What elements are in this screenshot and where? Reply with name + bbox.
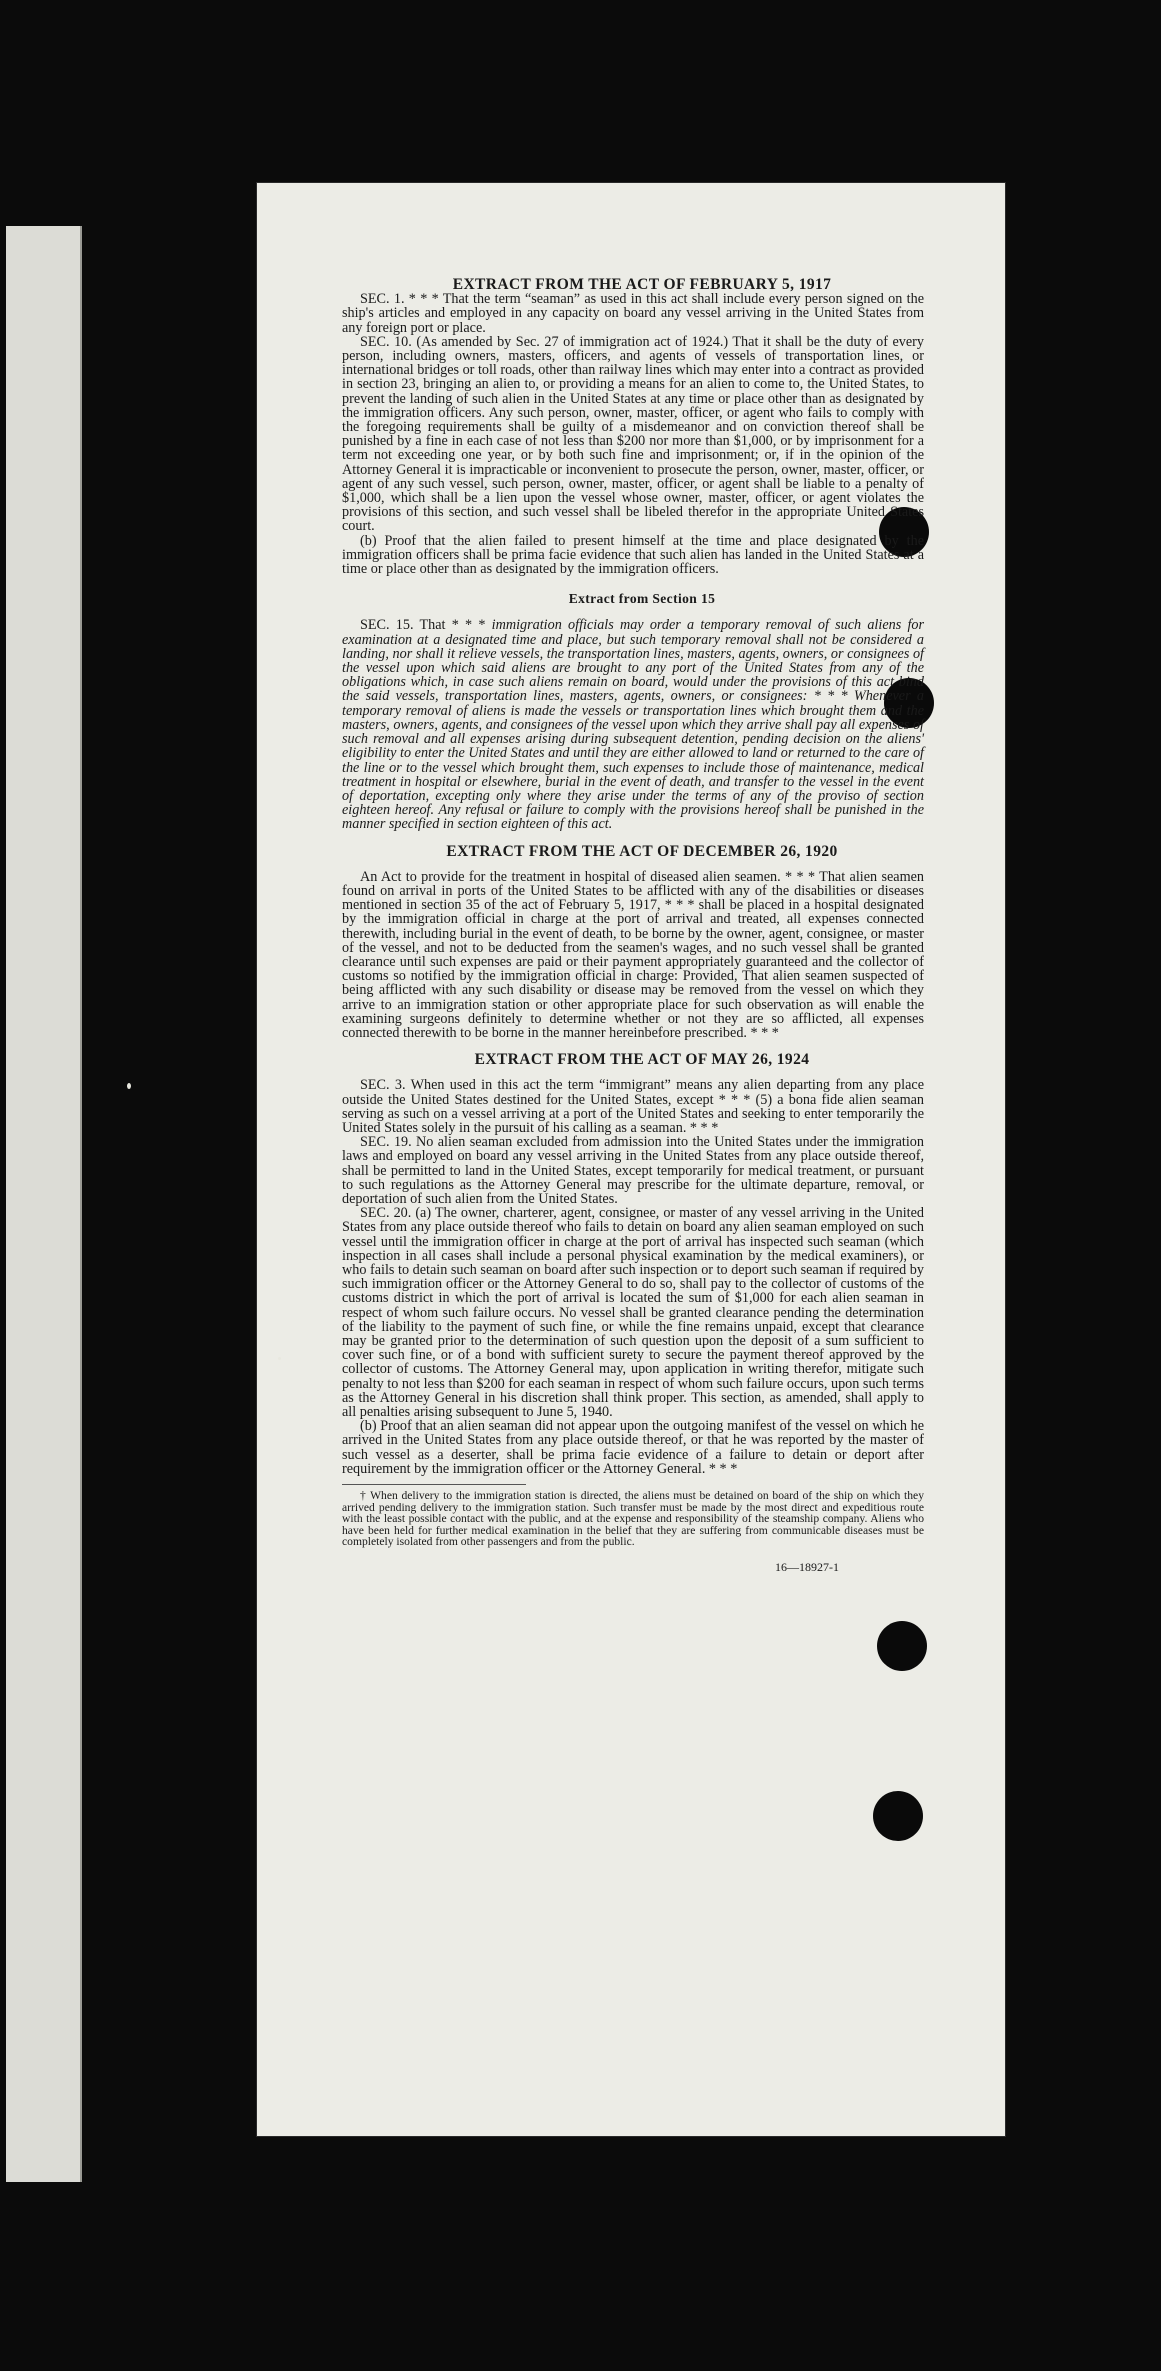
document-page bbox=[256, 182, 1006, 2137]
paragraph-italic-text: immigration officials may order a temporary removal of such aliens for examination at a designated time and place, but such temporary removal shall not be considered a landing, nor shall it relieve vessels, the transportation lines, masters, agents, owners, or consignees of the vessel upon which said aliens are brought to any port of the United States from any of the obligations which, in case such aliens remain on board, would under the provisions of this act bind the said vessels, transportation lines, masters, agents, owners, or consignees: * * * Whenever a temporary removal of aliens is made the vessels or transportation lines which brought them and the masters, owners, agents, and consignees of the vessel upon which they arrive shall pay all expenses of such removal and all expenses arising during subsequent detention, pending decision on the aliens' eligibility to enter the United States and until they are either allowed to land or returned to the care of the line or to the vessel which brought them, such expenses to include those of maintenance, medical treatment in hospital or elsewhere, burial in the event of death, and transfer to the vessel in the event of deportation, excepting only where they arise under the terms of any of the proviso of section eighteen hereof. Any refusal or failure to comply with the provisions hereof shall be punished in the manner specified in section eighteen of this act. bbox=[342, 617, 925, 833]
punch-hole bbox=[873, 1791, 923, 1841]
punch-hole bbox=[877, 1621, 927, 1671]
paragraph: SEC. 10. (As amended by Sec. 27 of immigration act of 1924.) That it shall be the duty of every person, including owners, masters, officers, and agents of vessels of transportation lines, or international bridges or toll roads, other than railway lines which may enter into a contract as provided in section 23, bringing an alien to, or providing a means for an alien to come to, the United States, to prevent the landing of such alien in the United States at any time or place other than as designated by the immigration officers. Any such person, owner, master, officer, or agent who fails to comply with the foregoing requirements shall be guilty of a misdemeanor and on conviction thereof shall be punished by a fine in each case of not less than $200 nor more than $1,000, or by imprisonment for a term not exceeding one year, or by both such fine and imprisonment; or, if in the opinion of the Attorney General it is impracticable or inconvenient to prosecute the person, owner, master, officer, or agent of any such vessel, such person, owner, master, officer, or agent shall be liable to a penalty of $1,000, which shall be a lien upon the vessel whose owner, master, officer, or agent violates the provisions of this section, and such vessel shall be libeled therefor in the appropriate United States court. bbox=[342, 333, 924, 535]
paragraph: (b) Proof that an alien seaman did not appear upon the outgoing manifest of the vessel on which he arrived in the United States from any place outside thereof, or that he was reported by the master of such vessel as a deserter, shall be prima facie evidence of a failure to detain or deport after requirement by the immigration officer or the Attorney General. * * * bbox=[342, 1418, 924, 1477]
footnote: † When delivery to the immigration station is directed, the aliens must be detained on board of the ship on which they arrived pending delivery to the immigration station. Such transfer must be made by the most direct and expeditious route with the least possible contact with the public, and at the expense and responsibility of the steamship company. Aliens who have been held for further medical examination in the belief that they are suffering from communicable diseases must be completely isolated from other passengers and from the public. bbox=[342, 1489, 924, 1549]
extract-1920 bbox=[342, 842, 924, 1041]
section-heading: EXTRACT FROM THE ACT OF FEBRUARY 5, 1917 bbox=[452, 276, 832, 293]
document-content bbox=[342, 278, 924, 1574]
paragraph bbox=[342, 618, 924, 831]
extract-1917 bbox=[342, 278, 924, 576]
paragraph: An Act to provide for the treatment in hospital of diseased alien seamen. * * * That alien seamen found on arrival in ports of the United States to be afflicted with any of the disabilities or diseases mentioned in section 35 of the act of February 5, 1917, * * * shall be placed in a hospital designated by the immigration official in charge at the port of arrival and treated, all expenses connected therewith, including burial in the event of death, to be borne by the owner, agent, consignee, or master of the vessel, and not to be deducted from the seamen's wages, and no such vessel shall be granted clearance until such expenses are paid or their payment appropriately guaranteed and the collector of customs so notified by the immigration official in charge: Provided, That alien seamen suspected of being afflicted with any such disability or disease may be removed from the vessel on which they arrive to an immigration station or other appropriate place for such observation as will enable the examining surgeons definitely to determine whether or not they are so afflicted, all expenses connected therewith to be borne in the manner hereinbefore prescribed. * * * bbox=[342, 868, 924, 1041]
dust-speck bbox=[278, 1357, 281, 1360]
section-heading: EXTRACT FROM THE ACT OF MAY 26, 1924 bbox=[474, 1051, 810, 1069]
paragraph: SEC. 1. * * * That the term “seaman” as used in this act shall include every person signed on the ship's articles and employed in any capacity on board any vessel arriving in the United States from any foreign port or place. bbox=[342, 291, 924, 336]
paragraph: SEC. 3. When used in this act the term “immigrant” means any alien departing from any place outside the United States destined for the United States, except * * * (5) a bona fide alien seaman serving as such on a vessel arriving at a port of the United States and seeking to enter temporarily the United States solely in the pursuit of his calling as a seaman. * * * bbox=[342, 1077, 924, 1136]
dust-speck bbox=[127, 1083, 131, 1089]
adjacent-page-strip bbox=[6, 226, 82, 2182]
paragraph: SEC. 20. (a) The owner, charterer, agent, consignee, or master of any vessel arriving in the United States from any place outside thereof who fails to detain on board any alien seaman employed on such vessel until the immigration officer in charge at the port of arrival has inspected such seaman (which inspection in all cases shall include a personal physical examination by the medical examiners), or who fails to detain such seaman on board after such inspection or to deport such seaman if required by such immigration officer or the Attorney General to do so, shall pay to the collector of customs of the customs district in which the port of arrival is located the sum of $1,000 for each alien seaman in respect of whom such failure occurs. No vessel shall be granted clearance pending the determination of the liability to the payment of such fine, or while the fine remains unpaid, except that clearance may be granted prior to the determination of such question upon the deposit of a sum sufficient to cover such fine, or of a bond with sufficient surety to secure the payment thereof approved by the collector of customs. The Attorney General may, upon application in writing therefor, mitigate such penalty to not less than $200 for each seaman in respect of whom such failure occurs, upon such terms as the Attorney General in his discretion shall think proper. This section, as amended, shall apply to all penalties arising subsequent to June 5, 1940. bbox=[342, 1205, 924, 1421]
extract-section-15 bbox=[342, 592, 924, 831]
extract-1924 bbox=[342, 1053, 924, 1476]
paragraph: (b) Proof that the alien failed to present himself at the time and place designated by the immigration officers shall be prima facie evidence that such alien has landed in the United States at a time or place other than as designated by the immigration officers. bbox=[342, 532, 924, 578]
section-heading: EXTRACT FROM THE ACT OF DECEMBER 26, 1920 bbox=[446, 842, 838, 860]
paragraph-intro: SEC. 15. That * * * bbox=[360, 617, 492, 634]
section-heading: Extract from Section 15 bbox=[568, 591, 716, 607]
document-number: 16—18927-1 bbox=[775, 1560, 839, 1575]
paragraph: SEC. 19. No alien seaman excluded from admission into the United States under the immigration laws and employed on board any vessel arriving in the United States from any place outside thereof, shall be permitted to land in the United States, except temporarily for medical treatment, or pursuant to such regulations as the Attorney General may prescribe for the ultimate departure, removal, or deportation of such alien from the United States. bbox=[342, 1134, 924, 1207]
